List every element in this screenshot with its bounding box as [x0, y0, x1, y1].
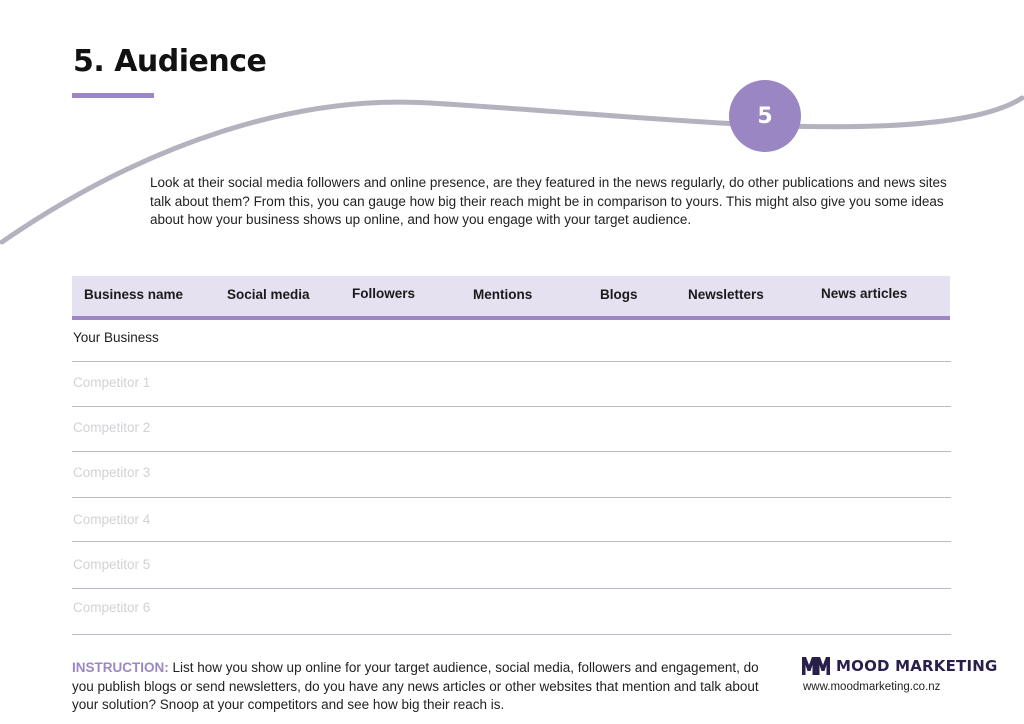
row-label-competitor-2: Competitor 2 [73, 420, 151, 435]
table-row[interactable] [72, 542, 951, 589]
website-url[interactable]: www.moodmarketing.co.nz [803, 681, 941, 693]
instruction-label: INSTRUCTION: [72, 660, 169, 675]
header-newsletters: Newsletters [688, 287, 764, 302]
header-business-name: Business name [84, 287, 184, 302]
brand-name: MOOD MARKETING [836, 657, 998, 675]
table-row[interactable] [72, 320, 951, 362]
row-label-competitor-6: Competitor 6 [73, 600, 151, 615]
intro-paragraph: Look at their social media followers and online presence, are they featured in the news regularly, do other publications and news sites talk about them? From this, you can gauge how big their reach might be in comparison to yours. This might also give you some ideas about how your business shows up online, and how you engage with your target audience. [150, 175, 947, 227]
header-news-articles: News articles [821, 286, 908, 301]
brand-logo [802, 657, 998, 675]
mood-marketing-logo-icon [802, 657, 830, 675]
header-social-media: Social media [227, 287, 310, 302]
table-header [72, 276, 950, 320]
row-label-competitor-1: Competitor 1 [73, 375, 151, 390]
row-label-your-business: Your Business [73, 330, 159, 345]
table-row[interactable] [72, 362, 951, 407]
header-blogs: Blogs [600, 287, 638, 302]
table-row[interactable] [72, 452, 951, 498]
table-row[interactable] [72, 498, 951, 542]
row-label-competitor-5: Competitor 5 [73, 557, 151, 572]
header-followers: Followers [352, 286, 416, 301]
instruction-text [72, 659, 762, 715]
row-label-competitor-4: Competitor 4 [73, 512, 151, 527]
page-title: 5. Audience [73, 44, 267, 79]
row-label-competitor-3: Competitor 3 [73, 465, 151, 480]
step-number-badge: 5 [729, 80, 801, 152]
table-row[interactable] [72, 589, 951, 635]
table-row[interactable] [72, 407, 951, 452]
header-mentions: Mentions [473, 287, 533, 302]
instruction-body: List how you show up online for your target audience, social media, followers and engagement, do you publish blogs or send newsletters, do you have any news articles or other websites that mention and talk about your solution? Snoop at your competitors and see how big their reach is. [72, 660, 759, 712]
